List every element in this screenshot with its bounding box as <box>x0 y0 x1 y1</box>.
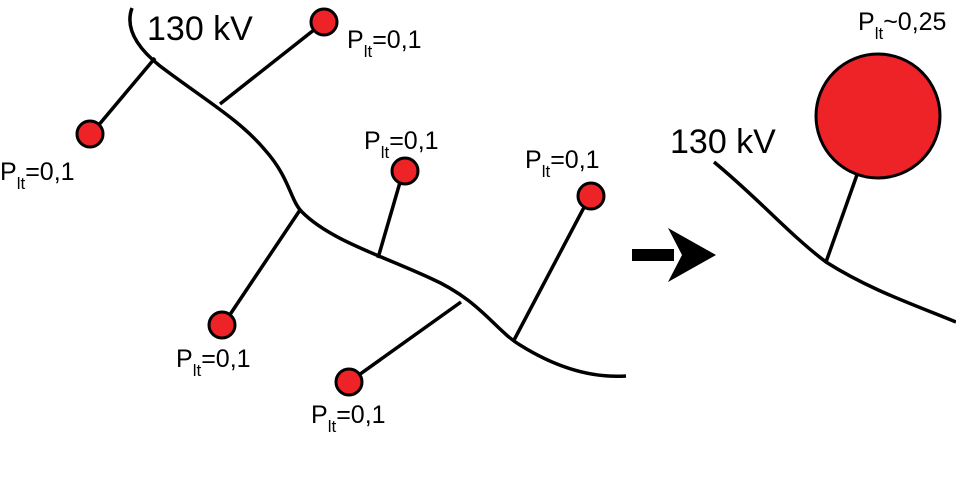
node-label-4 <box>525 146 600 181</box>
load-node-4 <box>578 183 604 209</box>
node-label-5-p: P <box>176 345 193 373</box>
voltage-label-right: 130 kV <box>670 123 776 161</box>
arrow-right-icon <box>632 228 716 282</box>
node-label-2 <box>0 158 75 193</box>
node-label-4-sub: lt <box>541 162 551 181</box>
node-label-5-value: =0,1 <box>201 345 251 373</box>
load-node-2 <box>77 121 103 147</box>
node-label-5-sub: lt <box>192 361 202 380</box>
node-label-6-sub: lt <box>327 417 337 436</box>
aggregate-node-label-p: P <box>858 8 875 36</box>
main-line-right <box>714 162 956 322</box>
node-label-2-sub: lt <box>16 174 26 193</box>
aggregate-node-label <box>858 8 946 43</box>
node-label-1-p: P <box>347 26 364 54</box>
load-node-1 <box>311 9 337 35</box>
branch-line-4 <box>513 196 590 342</box>
node-label-6-value: =0,1 <box>336 401 386 429</box>
node-label-6 <box>311 401 386 436</box>
node-label-1-value: =0,1 <box>372 26 422 54</box>
node-label-6-p: P <box>311 401 328 429</box>
node-label-3 <box>364 127 439 162</box>
node-label-2-value: =0,1 <box>25 158 75 186</box>
branch-line-5 <box>223 210 300 325</box>
voltage-label-left: 130 kV <box>147 10 253 48</box>
node-label-3-value: =0,1 <box>389 127 439 155</box>
branch-line-6 <box>349 302 461 382</box>
node-label-3-p: P <box>364 127 381 155</box>
aggregate-node-label-sub: lt <box>874 24 884 43</box>
load-node-5 <box>209 312 235 338</box>
node-label-2-p: P <box>0 158 17 186</box>
load-node-6 <box>336 369 362 395</box>
node-label-4-p: P <box>525 146 542 174</box>
node-label-5 <box>176 345 251 380</box>
node-label-3-sub: lt <box>380 143 390 162</box>
node-label-4-value: =0,1 <box>550 146 600 174</box>
aggregate-node-label-value: ~0,25 <box>883 8 947 36</box>
branch-line-3 <box>378 172 403 258</box>
node-label-1 <box>347 26 422 61</box>
aggregate-load-node <box>816 54 940 178</box>
node-label-1-sub: lt <box>363 42 373 61</box>
branch-line-2 <box>92 58 155 133</box>
main-line-left <box>130 8 626 376</box>
aggregate-branch-line <box>826 172 858 262</box>
load-node-3 <box>392 158 418 184</box>
